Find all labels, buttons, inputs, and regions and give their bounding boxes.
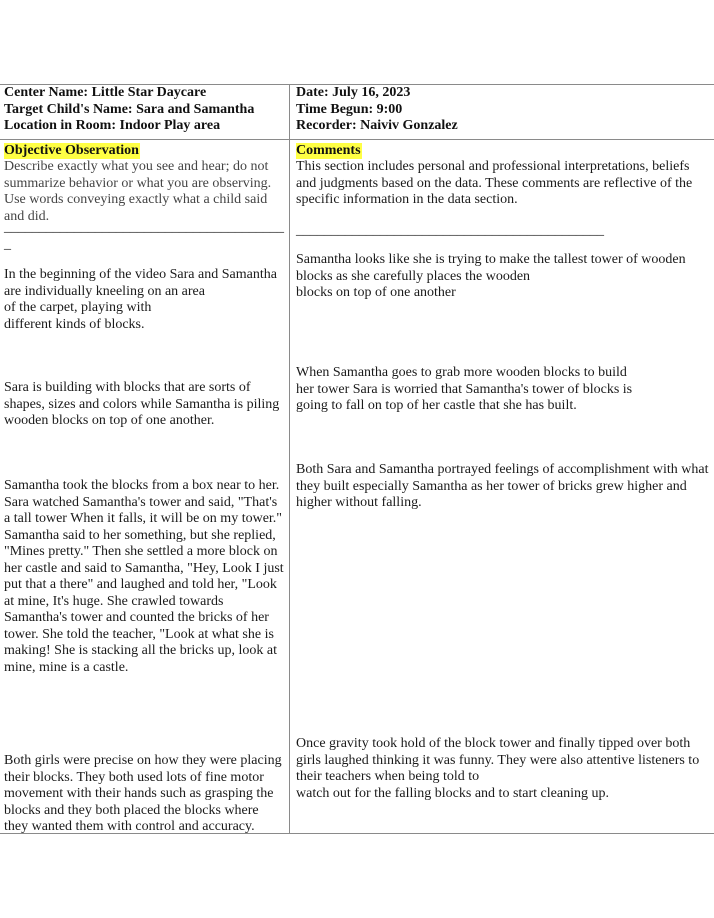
observation-paragraph-1: In the beginning of the video Sara and Samantha are individually kneeling on an area of the carpet, playing with different kinds of blocks. <box>4 267 277 332</box>
comments-heading: Comments <box>296 143 361 158</box>
observation-paragraph-4: Both girls were precise on how they were placing their blocks. They both used lots of fine motor movement with their hands such as grasping the blocks and they both placed the blocks where they wanted them with control and accuracy. <box>4 753 282 834</box>
date: Date: July 16, 2023 <box>296 85 411 100</box>
header-left-cell <box>4 85 254 135</box>
comment-paragraph-4: Once gravity took hold of the block tower and finally tipped over both girls laughed thinking it was funny. They were also attentive listeners to their teachers when being told to watch out for the falling blocks and to start cleaning up. <box>296 736 700 801</box>
right-separator: ____________________________________________ <box>296 223 604 238</box>
objective-observation-instructions: Describe exactly what you see and hear; do not summarize behavior or what you are observing. Use words conveying exactly what a child said and did. <box>4 159 272 224</box>
comments-column <box>296 141 710 209</box>
time-begun: Time Begun: 9:00 <box>296 101 403 117</box>
objective-observation-heading: Objective Observation <box>4 143 139 158</box>
location-in-room: Location in Room: Indoor Play area <box>4 118 221 133</box>
column-divider <box>289 84 290 833</box>
recorder: Recorder: Naiviv Gonzalez <box>296 118 458 133</box>
comment-paragraph-2: When Samantha goes to grab more wooden blocks to build her tower Sara is worried that Samantha's tower of blocks is going to fall on top of her castle that she has built. <box>296 365 633 413</box>
comment-paragraph-3: Both Sara and Samantha portrayed feelings of accomplishment with what they built especially Samantha as her tower of bricks grew higher and higher without falling. <box>296 462 709 510</box>
objective-observation-column <box>4 141 285 225</box>
observation-paragraph-2: Sara is building with blocks that are sorts of shapes, sizes and colors while Samantha is piling wooden blocks on top of one another. <box>4 380 280 428</box>
header-right-cell <box>296 85 458 135</box>
header-divider <box>0 139 714 140</box>
target-child-name: Target Child's Name: Sara and Samantha <box>4 101 255 117</box>
left-separator: ________________________________________ _ <box>4 220 284 252</box>
observation-paragraph-3: Samantha took the blocks from a box near to her. Sara watched Samantha's tower and said, "That's a tall tower When it falls, it will be on my tower." Samantha said to her something, but she replied, "Mines pretty." Then she settled a more block on her castle and said to Samantha, "Hey, Look I just put that a there" and laughed and told her, "Look at mine, It's huge. She crawled towards Samantha's tower and counted the bricks of her tower. She told the teacher, "Look at what she is making! She is stacking all the bricks up, look at mine, mine is a castle. <box>4 478 284 675</box>
comments-instructions: This section includes personal and professional interpretations, beliefs and judgments based on the data. These comments are reflective of the specific information in the data section. <box>296 159 693 207</box>
comment-paragraph-1: Samantha looks like she is trying to make the tallest tower of wooden blocks as she carefully places the wooden blocks on top of one another <box>296 252 686 300</box>
center-name: Center Name: Little Star Daycare <box>4 85 207 100</box>
